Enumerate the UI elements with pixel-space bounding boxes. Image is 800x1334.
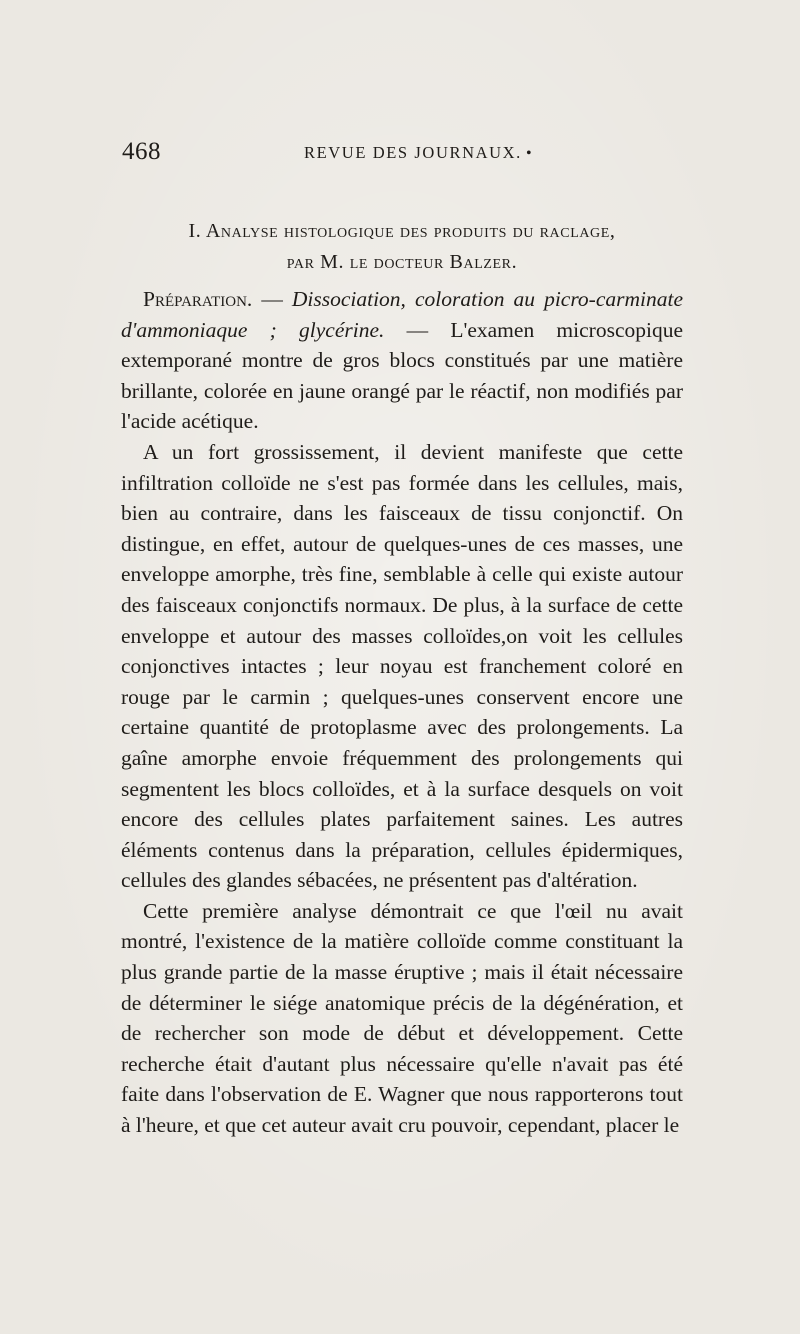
- section-run-in-heading: Préparation.: [143, 287, 253, 311]
- body-text: [121, 284, 683, 1141]
- page-header: [122, 137, 682, 167]
- paragraph-preparation: [121, 284, 683, 437]
- paragraph-text: — L'examen microscopique extemporané montre de gros blocs constitués par une matière brillante, colorée en jaune orangé par le réactif, non modifiés par l'acide acétique.: [121, 317, 683, 434]
- paragraph-analysis-conclusion: Cette première analyse démontrait ce que l'œil nu avait montré, l'existence de la matière colloïde comme constituant la plus grande partie de la masse éruptive ; mais il était nécessaire de déterminer le siége anatomique précis de la dégénération, et de rechercher son mode de début et développement. Cette recherche était d'autant plus nécessaire qu'elle n'avait pas été faite dans l'observation de E. Wagner que nous rapporterons tout à l'heure, et que cet auteur avait cru pouvoir, cependant, placer le: [121, 898, 683, 1138]
- page-number: 468: [122, 138, 161, 165]
- header-bullet-mark: •: [526, 145, 532, 162]
- running-title: REVUE DES JOURNAUX.: [304, 143, 522, 162]
- article-title: [122, 216, 682, 278]
- paragraph-magnification: A un fort grossissement, il devient manifeste que cette infiltration colloïde ne s'est pas formée dans les cellules, mais, bien au contraire, dans les faisceaux de tissu conjonctif. On distingue, en effet, autour de quelques-unes de ces masses, une enveloppe amorphe, très fine, semblable à celle qui existe autour des faisceaux conjonctifs normaux. De plus, à la surface de cette enveloppe et autour des masses colloïdes,on voit les cellules conjonctives intactes ; leur noyau est franchement coloré en rouge par le carmin ; quelques-unes conservent encore une certaine quantité de protoplasme avec des prolongements. La gaîne amorphe envoie fréquemment des prolongements qui segmentent les blocs colloïdes, et à la surface desquels on voit encore des cellules plates parfaitement saines. Les autres éléments contenus dans la préparation, cellules épidermiques, cellules des glandes sébacées, ne présentent pas d'altération.: [121, 439, 683, 893]
- preparation-method-italic: Dissociation, coloration au picro-carminate d'ammoniaque ; glycérine.: [121, 287, 684, 342]
- article-title-line-2: par M. le docteur Balzer.: [286, 251, 518, 273]
- em-dash-separator: —: [252, 287, 292, 311]
- article-title-line-1: I. Analyse histologique des produits du raclage,: [188, 220, 616, 242]
